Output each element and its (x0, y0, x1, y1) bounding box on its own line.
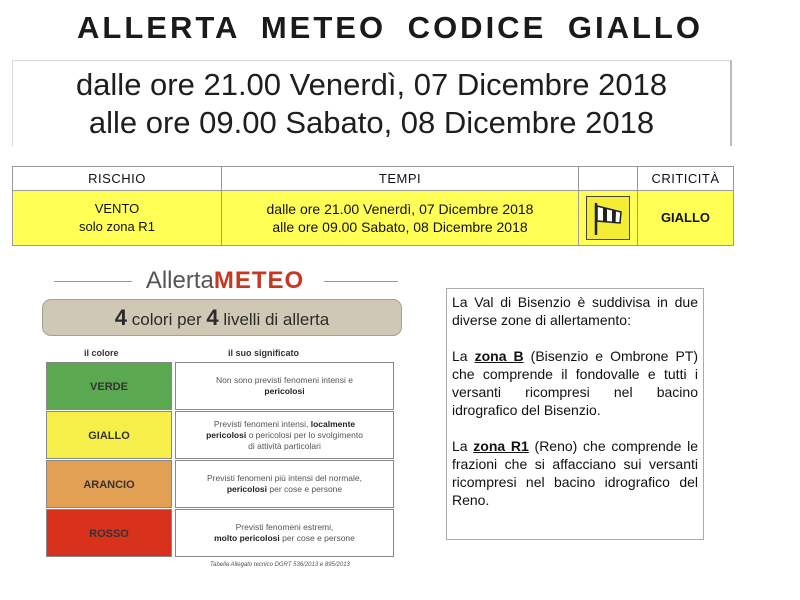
level-arancio (46, 460, 394, 508)
subtitle-num-colors: 4 (114, 305, 128, 330)
level-rosso (46, 509, 394, 557)
rischio-type: VENTO (94, 201, 140, 216)
risk-row (13, 191, 734, 246)
info-zona-r1 (452, 437, 698, 509)
info-zona-b (452, 347, 698, 419)
subtitle-num-levels: 4 (206, 305, 219, 330)
windsock-icon (586, 196, 630, 240)
header-criticita: CRITICITÀ (638, 167, 734, 191)
risk-table (12, 166, 734, 246)
level-giallo (46, 411, 394, 459)
zones-info-box (446, 288, 704, 540)
legend-header (40, 266, 410, 296)
desc-line: molto pericolosi per cose e persone (214, 533, 355, 543)
info-intro: La Val di Bisenzio è suddivisa in due diverse zone di allertamento: (452, 294, 698, 328)
col-colore: il colore (84, 348, 119, 358)
header-rischio: RISCHIO (13, 167, 222, 191)
legend-footnote: Tabella Allegato tecnico DGRT 536/2013 e 895/2013 (210, 562, 350, 568)
level-description (175, 509, 394, 557)
header-icon-cell (579, 167, 638, 191)
rischio-zone: solo zona R1 (79, 219, 155, 234)
zona-b-label: zona B (474, 348, 524, 364)
period-start: dalle ore 21.00 Venerdì, 07 Dicembre 2018 (75, 67, 668, 102)
desc-line: Non sono previsti fenomeni intensi e (215, 375, 354, 385)
info-text: (Reno) che comprende le frazioni che si affacciano sui versanti ricompresi nel bacino idrografico del Reno. (452, 438, 698, 508)
col-significato: il suo significato (228, 348, 300, 358)
level-swatch: VERDE (46, 362, 172, 410)
logo-prefix: Allerta (145, 267, 214, 294)
subtitle-end: livelli di allerta (223, 310, 330, 329)
risk-table-header (13, 167, 734, 191)
zona-r1-label: zona R1 (473, 438, 529, 454)
allertameteo-logo (40, 267, 410, 295)
alert-period-box (12, 60, 732, 146)
info-text: (Bisenzio e Ombrone PT) che comprende il fondovalle e tutti i versanti ricompresi nel bacino idrografico del Bisenzio. (452, 348, 699, 418)
desc-line: Previsti fenomeni più intensi del normale, (207, 473, 362, 483)
level-swatch: ARANCIO (46, 460, 172, 508)
icon-cell (579, 191, 638, 246)
info-text: La (452, 348, 468, 364)
tempi-start: dalle ore 21.00 Venerdì, 07 Dicembre 2018 (266, 201, 534, 217)
level-description (175, 411, 394, 459)
allerta-meteo-legend (40, 266, 410, 586)
desc-line: pericolosi per cose e persone (226, 484, 343, 494)
desc-line: Previsti fenomeni intensi, localmente (213, 418, 356, 429)
header-tempi: TEMPI (222, 167, 579, 191)
rischio-cell (13, 191, 222, 246)
criticita-cell: GIALLO (638, 191, 734, 246)
info-text: La (452, 438, 468, 454)
desc-line: pericolosi (264, 386, 305, 396)
desc-line: pericolosi o pericolosi per lo svolgimento (206, 429, 363, 440)
legend-subtitle (42, 299, 402, 336)
subtitle-mid: colori per (131, 310, 202, 329)
level-description (175, 460, 394, 508)
page-title: ALLERTA METEO CODICE GIALLO (77, 10, 703, 45)
level-verde (46, 362, 394, 410)
tempi-cell (222, 191, 579, 246)
period-end: alle ore 09.00 Sabato, 08 Dicembre 2018 (88, 105, 655, 140)
level-description (175, 362, 394, 410)
tempi-end: alle ore 09.00 Sabato, 08 Dicembre 2018 (272, 219, 528, 235)
level-swatch: GIALLO (46, 411, 172, 459)
desc-line: Previsti fenomeni estremi, (235, 522, 334, 532)
logo-suffix: METEO (213, 267, 305, 294)
level-swatch: ROSSO (46, 509, 172, 557)
desc-line: di attività particolari (248, 440, 321, 451)
